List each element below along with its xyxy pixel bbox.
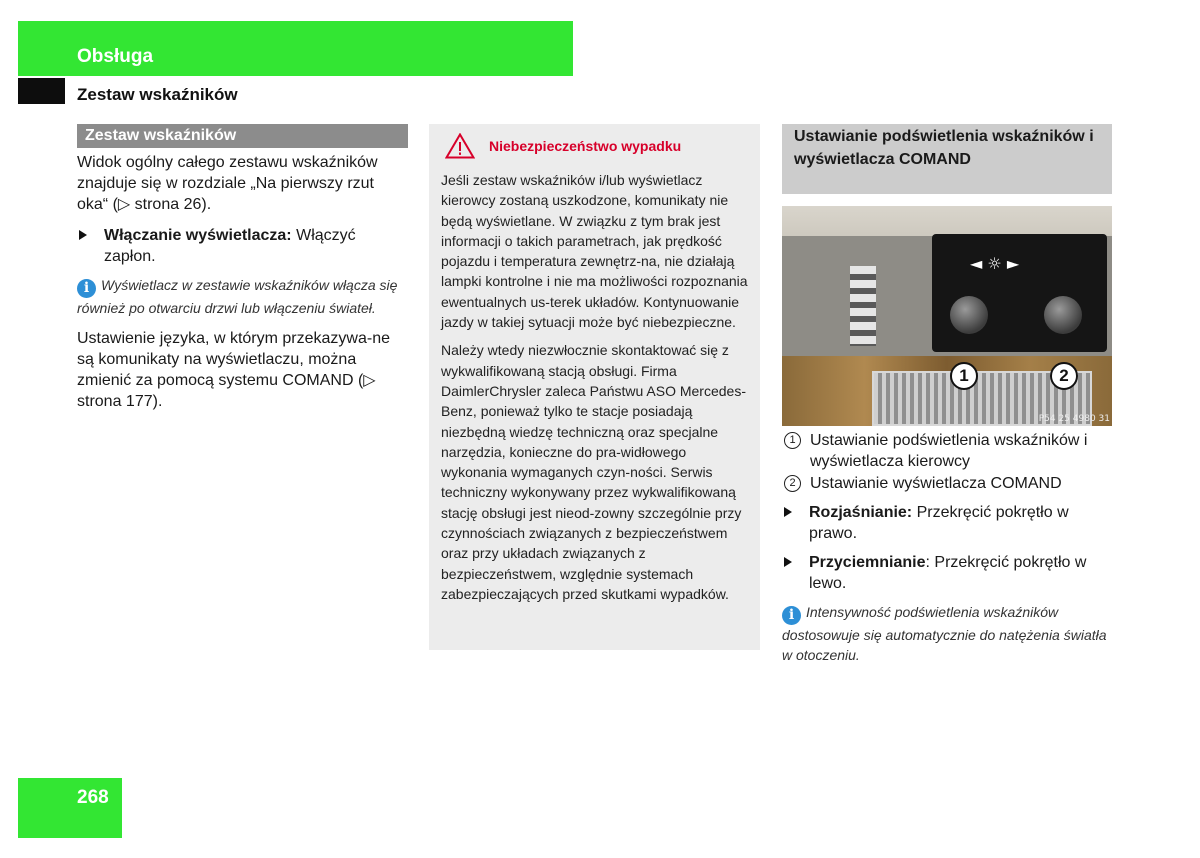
legend-item [782, 430, 1112, 472]
bullet-arrow-icon [79, 230, 87, 240]
language-paragraph: Ustawienie języka, w którym przekazywa-ne są komunikaty na wyświetlaczu, można zmienić za pomocą systemu COMAND (▷ strona 177). [77, 330, 390, 410]
warning-box [429, 124, 760, 650]
intro-paragraph: Widok ogólny całego zestawu wskaźników znajduje się w rozdziale „Na pierwszy rzut oka“ (▷ strona 26). [77, 154, 378, 213]
instruction-label: Włączanie wyświetlacza: [104, 227, 292, 244]
instruction-text: Przekręcić pokrętło w prawo. [809, 504, 1069, 542]
legend-text: Ustawianie wyświetlacza COMAND [810, 475, 1062, 492]
legend-text: Ustawianie podświetlenia wskaźników i wyświetlacza kierowcy [810, 432, 1088, 470]
instruction-dim [782, 552, 1112, 594]
photo-reference-code: P54 25 4980 31 [1038, 414, 1110, 424]
info-icon: i [782, 606, 801, 625]
photo-callout-2: 2 [1050, 362, 1078, 390]
warning-title: Niebezpieczeństwo wypadku [489, 138, 682, 154]
legend-number: 2 [784, 475, 801, 492]
photo-knob-left [950, 296, 988, 334]
warning-paragraph-1: Jeśli zestaw wskaźników i/lub wyświetlacz kierowcy zostaną uszkodzone, komunikaty nie będą wyświetlane. W związku z tym brak jest informacji o takich parametrach, jak prędkość pojazdu i temperatura zewnętrz-na, nie działają lampki kontrolne i nie ma możliwości rozpoznania ewentualnych us-terek układów. Kontynuowanie jazdy w takiej sytuacji może być niebezpieczne. [441, 172, 748, 331]
column-left [77, 124, 408, 412]
header-tab-marker [18, 78, 65, 104]
photo-indicator-lamps [850, 266, 876, 346]
instruction-brighten [782, 502, 1112, 544]
warning-header [441, 132, 748, 160]
section-heading-box: Ustawianie podświetlenia wskaźników i wyświetlacza COMAND [782, 124, 1112, 194]
column-right [782, 124, 1112, 665]
info-icon: i [77, 279, 96, 298]
instruction-label: Rozjaśnianie: [809, 504, 913, 521]
section-heading-bar: Zestaw wskaźników [77, 124, 408, 148]
instruction-text: Włączyć zapłon. [104, 227, 356, 265]
dashboard-photo [782, 206, 1112, 426]
page-subtitle: Zestaw wskaźników [77, 85, 238, 104]
photo-brightness-symbol: ◄ ☼ ► [970, 254, 1020, 273]
photo-callout-1: 1 [950, 362, 978, 390]
page-number: 268 [77, 787, 109, 808]
photo-legend [782, 430, 1112, 494]
warning-paragraph-2: Należy wtedy niezwłocznie skontaktować się z wykwalifikowaną stacją obsługi. Firma DaimlerChrysler zaleca Państwu ASO Mercedes-Benz, ponieważ tylko te stacje posiadają niezbędną wiedzę techniczną oraz specjalne narzędzia, konieczne do pra-widłowego wykonania wymaganych czyn-ności. Serwis techniczny wykonywany przez wykwalifikowaną stację obsługi jest nieod-zowny szczególnie przy czynnościach związanych z bezpieczeństwem oraz przy układach związanych z bezpieczeństwem, względnie systemach zabezpieczających przed skutkami wypadków. [441, 342, 746, 602]
info-note [77, 275, 408, 318]
bullet-arrow-icon [784, 507, 792, 517]
page-section-title: Obsługa [77, 46, 154, 67]
warning-triangle-icon [445, 133, 475, 159]
instruction-display-on [77, 225, 408, 267]
info-note [782, 602, 1112, 665]
instruction-text: : Przekręcić pokrętło w lewo. [809, 554, 1087, 592]
legend-number: 1 [784, 432, 801, 449]
bullet-arrow-icon [784, 557, 792, 567]
legend-item [782, 473, 1112, 494]
photo-knob-right [1044, 296, 1082, 334]
instruction-label: Przyciemnianie [809, 554, 926, 571]
column-middle [429, 124, 760, 650]
photo-control-panel [932, 234, 1107, 352]
info-note-text: Wyświetlacz w zestawie wskaźników włącza się również po otwarciu drzwi lub włączeniu świateł. [77, 277, 398, 316]
info-note-text: Intensywność podświetlenia wskaźników dostosowuje się automatycznie do natężenia światła w otoczeniu. [782, 604, 1107, 663]
